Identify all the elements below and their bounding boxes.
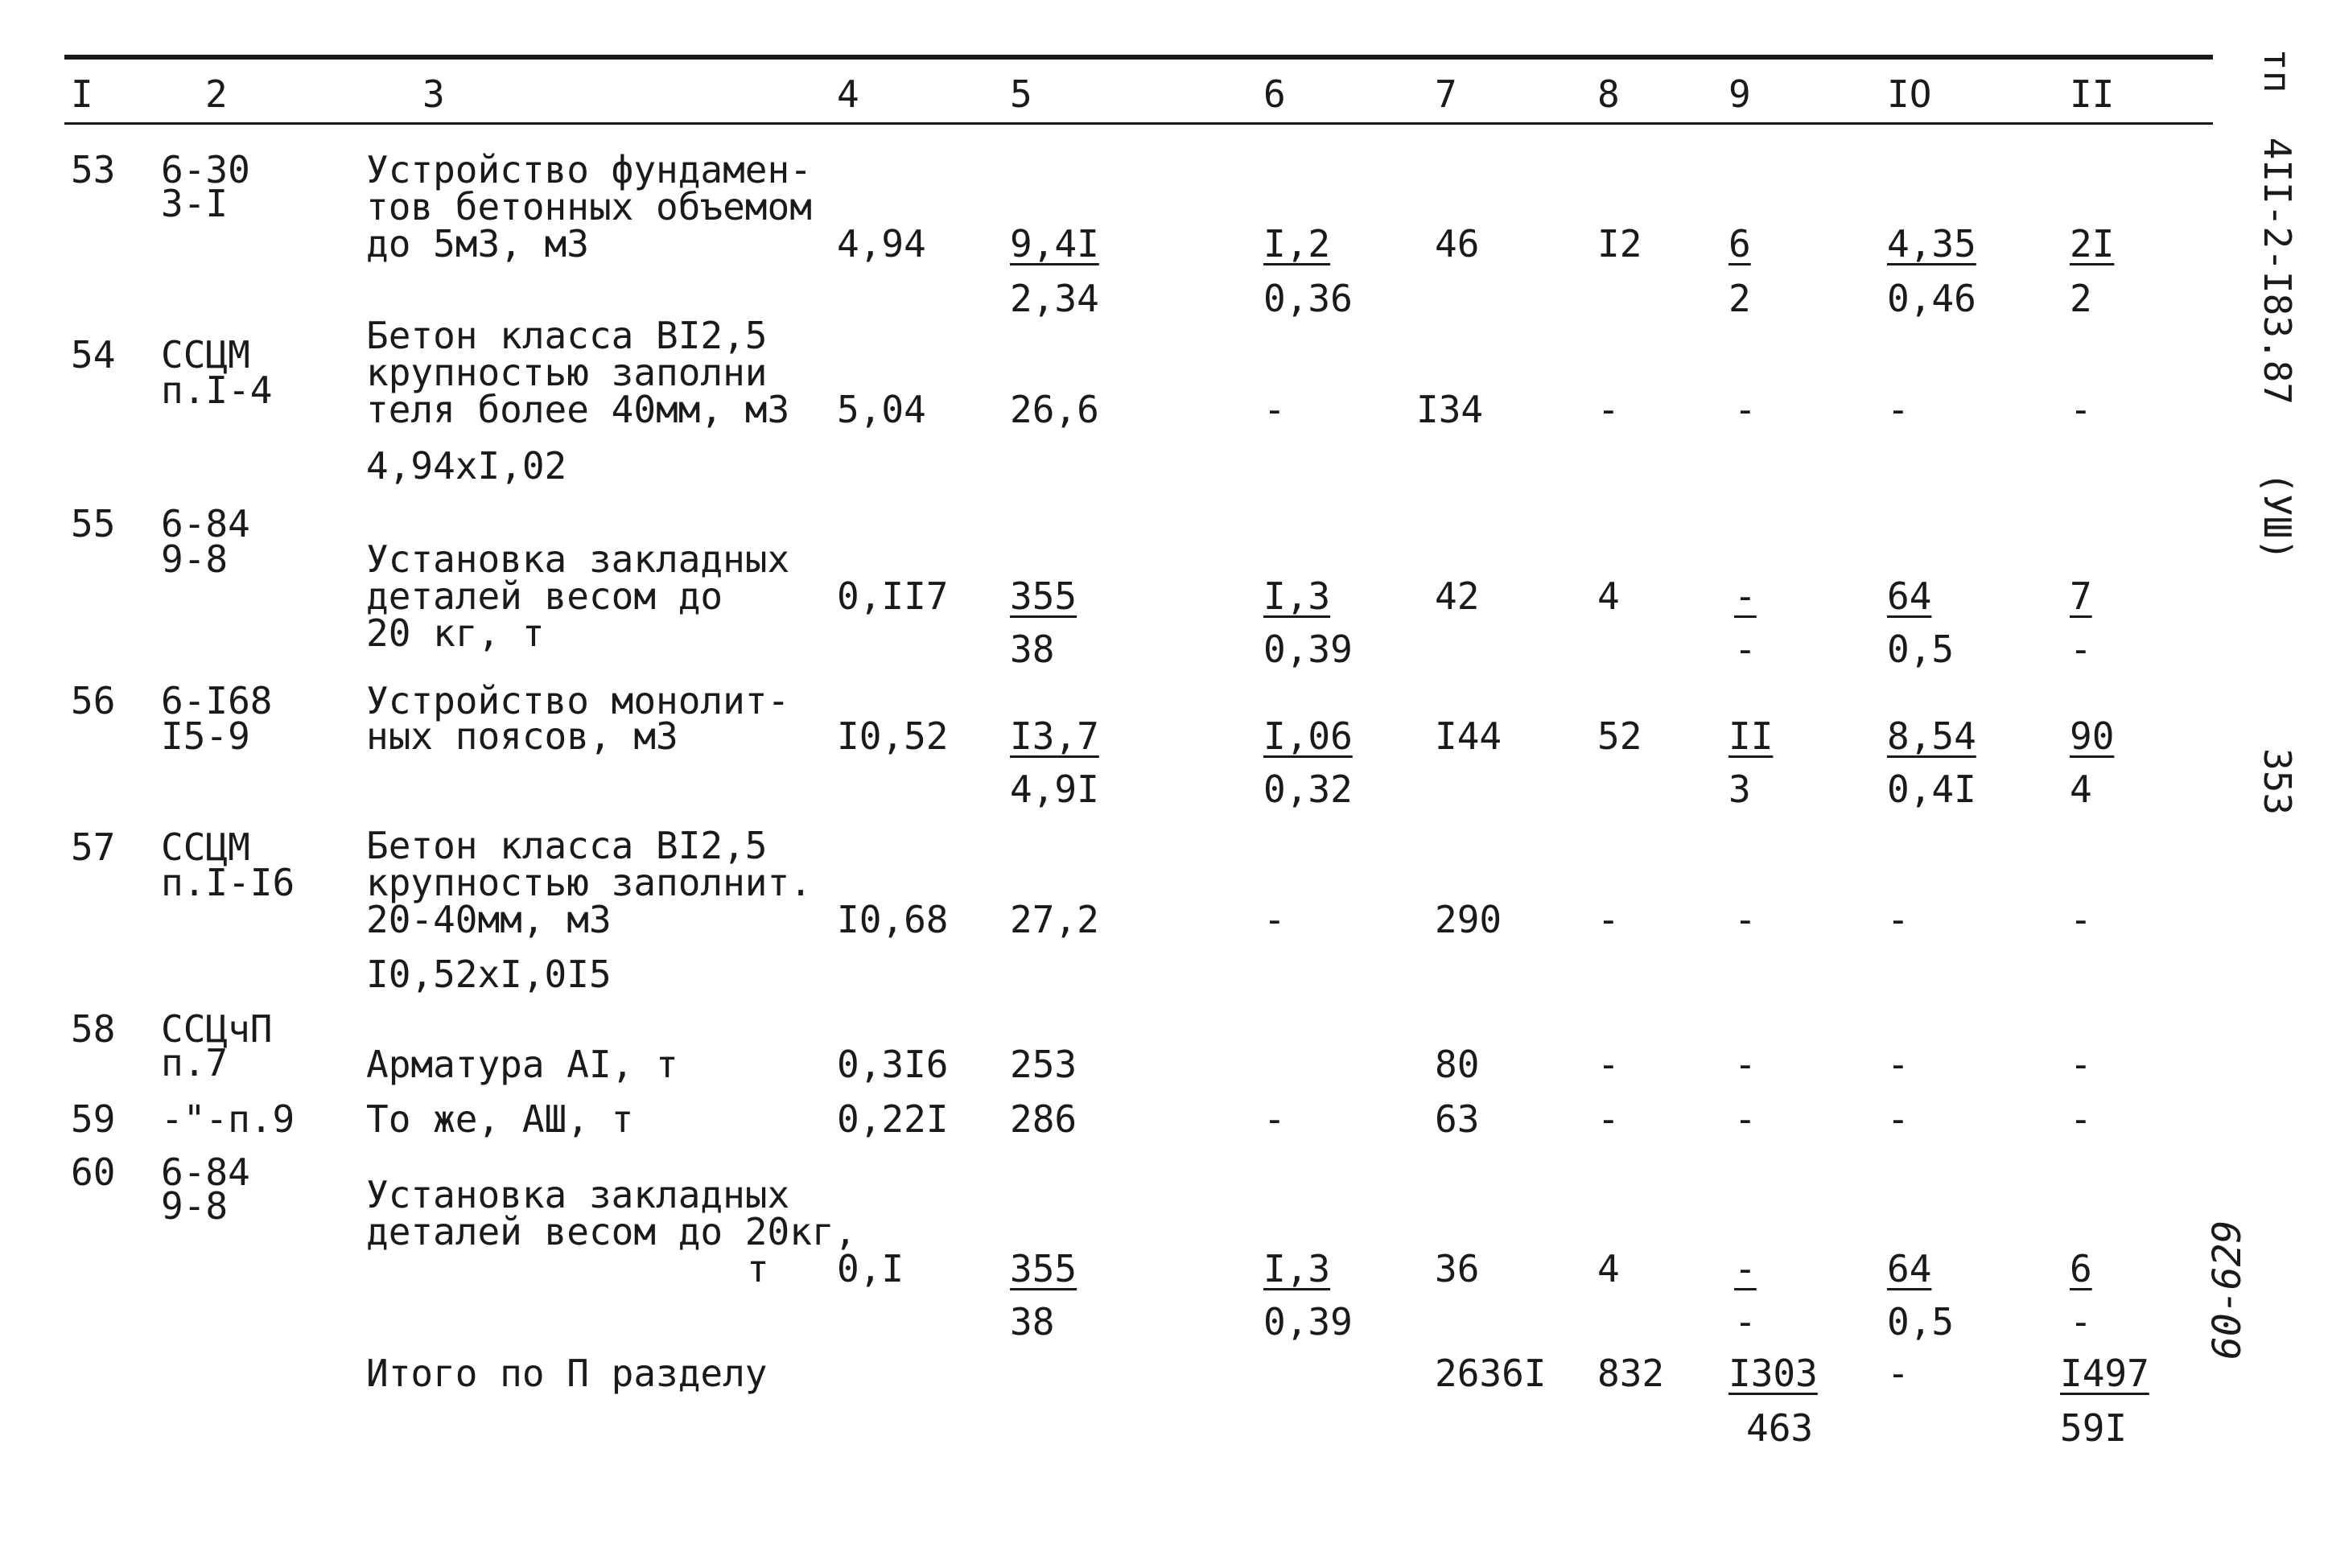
total-cost: I44 bbox=[1435, 714, 1502, 758]
machine-cost-wage: 0,39 bbox=[1263, 1300, 1353, 1344]
total-cost-sum: 2636I bbox=[1435, 1352, 1547, 1395]
unit-cost: I3,7 bbox=[1010, 714, 1099, 758]
calc-formula: I0,52xI,0I5 bbox=[366, 953, 612, 996]
total-cost: I34 bbox=[1416, 388, 1484, 431]
row-number: 57 bbox=[71, 825, 116, 869]
labor-unit: - bbox=[1887, 1043, 1910, 1086]
work-description: ных поясов, м3 bbox=[366, 714, 678, 758]
norm-code: ССЦМ bbox=[161, 333, 250, 377]
work-description: Устройство фундамен- bbox=[366, 148, 812, 191]
row-number: 56 bbox=[71, 679, 116, 722]
work-description: крупностью заполни bbox=[366, 351, 768, 394]
work-description: Арматура AI, т bbox=[366, 1043, 678, 1086]
labor-unit: 64 bbox=[1887, 1247, 1932, 1290]
header-rule bbox=[64, 122, 2213, 125]
machine-total: 6 bbox=[1728, 222, 1751, 265]
machine-wage-sum: 463 bbox=[1746, 1406, 1814, 1450]
labor-unit-mach: 0,5 bbox=[1887, 628, 1955, 671]
work-description: тов бетонных объемом bbox=[366, 185, 812, 228]
labor-total-mach: - bbox=[2070, 628, 2092, 671]
norm-code: п.7 bbox=[161, 1041, 229, 1084]
wages: - bbox=[1597, 1097, 1620, 1141]
machine-total: - bbox=[1734, 1043, 1757, 1086]
labor-total: 2I bbox=[2070, 222, 2115, 265]
row-number: 58 bbox=[71, 1007, 116, 1051]
machine-total: - bbox=[1734, 1097, 1757, 1141]
labor-total: 90 bbox=[2070, 714, 2115, 758]
labor-total: 6 bbox=[2070, 1247, 2092, 1290]
work-description: Бетон класса BI2,5 bbox=[366, 824, 768, 867]
machine-total-wage: - bbox=[1734, 628, 1757, 671]
row-number: 55 bbox=[71, 502, 116, 545]
total-cost: 63 bbox=[1435, 1097, 1480, 1141]
total-cost: 80 bbox=[1435, 1043, 1480, 1086]
work-description: деталей весом до 20кг, bbox=[366, 1210, 857, 1253]
norm-code: -"-п.9 bbox=[161, 1097, 295, 1141]
machine-cost: I,3 bbox=[1263, 1247, 1331, 1290]
unit-cost: 26,6 bbox=[1010, 388, 1099, 431]
machine-total: - bbox=[1734, 1247, 1757, 1290]
norm-code: 6-84 bbox=[161, 1150, 250, 1194]
total-cost: 42 bbox=[1435, 574, 1480, 618]
work-description: деталей весом до bbox=[366, 574, 723, 618]
labor-unit: - bbox=[1887, 898, 1910, 941]
quantity: 0,3I6 bbox=[837, 1043, 949, 1086]
norm-code: I5-9 bbox=[161, 714, 250, 758]
labor-total-sum: I497 bbox=[2060, 1352, 2149, 1395]
col-header-10: IO bbox=[1887, 72, 1932, 116]
work-description: т bbox=[747, 1247, 769, 1290]
norm-code: 6-84 bbox=[161, 502, 250, 545]
unit-cost-wage: 38 bbox=[1010, 628, 1055, 671]
row-number: 54 bbox=[71, 333, 116, 377]
wages: I2 bbox=[1597, 222, 1642, 265]
labor-unit: - bbox=[1887, 388, 1910, 431]
machine-total-wage: 2 bbox=[1728, 277, 1751, 320]
machine-total: II bbox=[1728, 714, 1774, 758]
labor-total: - bbox=[2070, 1097, 2092, 1141]
work-description: 20 кг, т bbox=[366, 611, 545, 655]
quantity: 0,I bbox=[837, 1247, 904, 1290]
norm-code: 6-I68 bbox=[161, 679, 273, 722]
labor-unit: 4,35 bbox=[1887, 222, 1976, 265]
col-header-7: 7 bbox=[1435, 72, 1457, 116]
labor-unit: - bbox=[1887, 1097, 1910, 1141]
labor-total: - bbox=[2070, 1043, 2092, 1086]
machine-cost-wage: 0,32 bbox=[1263, 768, 1353, 811]
col-header-3: 3 bbox=[422, 72, 445, 116]
labor-total: - bbox=[2070, 898, 2092, 941]
wages: 4 bbox=[1597, 574, 1620, 618]
quantity: 4,94 bbox=[837, 222, 926, 265]
total-cost: 290 bbox=[1435, 898, 1502, 941]
col-header-4: 4 bbox=[837, 72, 859, 116]
work-description: теля более 40мм, м3 bbox=[366, 388, 790, 431]
unit-cost: 253 bbox=[1010, 1043, 1077, 1086]
norm-code: 6-30 bbox=[161, 148, 250, 191]
machine-cost-wage: 0,36 bbox=[1263, 277, 1353, 320]
sheet-stamp: 60-629 bbox=[2205, 1220, 2250, 1360]
labor-total: 7 bbox=[2070, 574, 2092, 618]
wages: 4 bbox=[1597, 1247, 1620, 1290]
machine-cost: I,06 bbox=[1263, 714, 1353, 758]
wages-sum: 832 bbox=[1597, 1352, 1665, 1395]
work-description: Бетон класса BI2,5 bbox=[366, 314, 768, 357]
col-header-11: II bbox=[2070, 72, 2115, 116]
calc-formula: 4,94xI,02 bbox=[366, 444, 567, 488]
row-number: 59 bbox=[71, 1097, 116, 1141]
quantity: I0,68 bbox=[837, 898, 949, 941]
col-header-9: 9 bbox=[1728, 72, 1751, 116]
col-header-8: 8 bbox=[1597, 72, 1620, 116]
col-header-1: I bbox=[71, 72, 93, 116]
quantity: 0,II7 bbox=[837, 574, 949, 618]
labor-total-mach: - bbox=[2070, 1300, 2092, 1344]
labor-total-mach: 2 bbox=[2070, 277, 2092, 320]
machine-total: - bbox=[1734, 388, 1757, 431]
unit-cost: 355 bbox=[1010, 1247, 1077, 1290]
norm-code: п.I-I6 bbox=[161, 861, 295, 904]
col-header-5: 5 bbox=[1010, 72, 1032, 116]
norm-code: ССЦчП bbox=[161, 1007, 273, 1051]
machine-cost: - bbox=[1263, 1097, 1286, 1141]
labor-unit-mach: 0,4I bbox=[1887, 768, 1976, 811]
work-description: Устройство монолит- bbox=[366, 679, 790, 722]
norm-code: 9-8 bbox=[161, 537, 229, 581]
norm-code: п.I-4 bbox=[161, 368, 273, 412]
unit-cost-wage: 38 bbox=[1010, 1300, 1055, 1344]
total-cost: 46 bbox=[1435, 222, 1480, 265]
wages: - bbox=[1597, 898, 1620, 941]
work-description: Установка закладных bbox=[366, 537, 790, 581]
labor-unit: 8,54 bbox=[1887, 714, 1976, 758]
labor-total: - bbox=[2070, 388, 2092, 431]
work-description: 20-40мм, м3 bbox=[366, 898, 612, 941]
document-code: тп 4II-2-I83.87 (УШ) bbox=[2256, 48, 2299, 561]
col-header-2: 2 bbox=[205, 72, 228, 116]
labor-unit-mach: 0,5 bbox=[1887, 1300, 1955, 1344]
work-description: крупностью заполнит. bbox=[366, 861, 812, 904]
machine-cost: I,3 bbox=[1263, 574, 1331, 618]
labor-total-mach: 4 bbox=[2070, 768, 2092, 811]
unit-cost-wage: 2,34 bbox=[1010, 277, 1099, 320]
machine-cost-wage: 0,39 bbox=[1263, 628, 1353, 671]
quantity: 0,22I bbox=[837, 1097, 949, 1141]
norm-code: 9-8 bbox=[161, 1184, 229, 1228]
labor-mach-sum: 59I bbox=[2060, 1406, 2128, 1450]
row-number: 60 bbox=[71, 1150, 116, 1194]
unit-cost: 355 bbox=[1010, 574, 1077, 618]
machine-total-wage: 3 bbox=[1728, 768, 1751, 811]
wages: 52 bbox=[1597, 714, 1642, 758]
quantity: I0,52 bbox=[837, 714, 949, 758]
top-rule bbox=[64, 55, 2213, 60]
work-description: То же, AШ, т bbox=[366, 1097, 634, 1141]
quantity: 5,04 bbox=[837, 388, 926, 431]
machine-total-wage: - bbox=[1734, 1300, 1757, 1344]
work-description: Установка закладных bbox=[366, 1173, 790, 1216]
norm-code: 3-I bbox=[161, 182, 229, 225]
page-number: 353 bbox=[2256, 748, 2299, 816]
unit-cost-wage: 4,9I bbox=[1010, 768, 1099, 811]
work-description: до 5м3, м3 bbox=[366, 222, 589, 265]
labor-unit-mach: 0,46 bbox=[1887, 277, 1976, 320]
labor-unit: 64 bbox=[1887, 574, 1932, 618]
total-label: Итого по П разделу bbox=[366, 1352, 768, 1395]
wages: - bbox=[1597, 1043, 1620, 1086]
col-header-6: 6 bbox=[1263, 72, 1286, 116]
unit-cost: 9,4I bbox=[1010, 222, 1099, 265]
machine-total-sum: I303 bbox=[1728, 1352, 1818, 1395]
row-number: 53 bbox=[71, 148, 116, 191]
total-cost: 36 bbox=[1435, 1247, 1480, 1290]
machine-cost: I,2 bbox=[1263, 222, 1331, 265]
unit-cost: 286 bbox=[1010, 1097, 1077, 1141]
wages: - bbox=[1597, 388, 1620, 431]
machine-total: - bbox=[1734, 574, 1757, 618]
norm-code: ССЦМ bbox=[161, 825, 250, 869]
labor-unit-sum: - bbox=[1887, 1352, 1910, 1395]
machine-cost: - bbox=[1263, 388, 1286, 431]
machine-cost: - bbox=[1263, 898, 1286, 941]
machine-total: - bbox=[1734, 898, 1757, 941]
unit-cost: 27,2 bbox=[1010, 898, 1099, 941]
